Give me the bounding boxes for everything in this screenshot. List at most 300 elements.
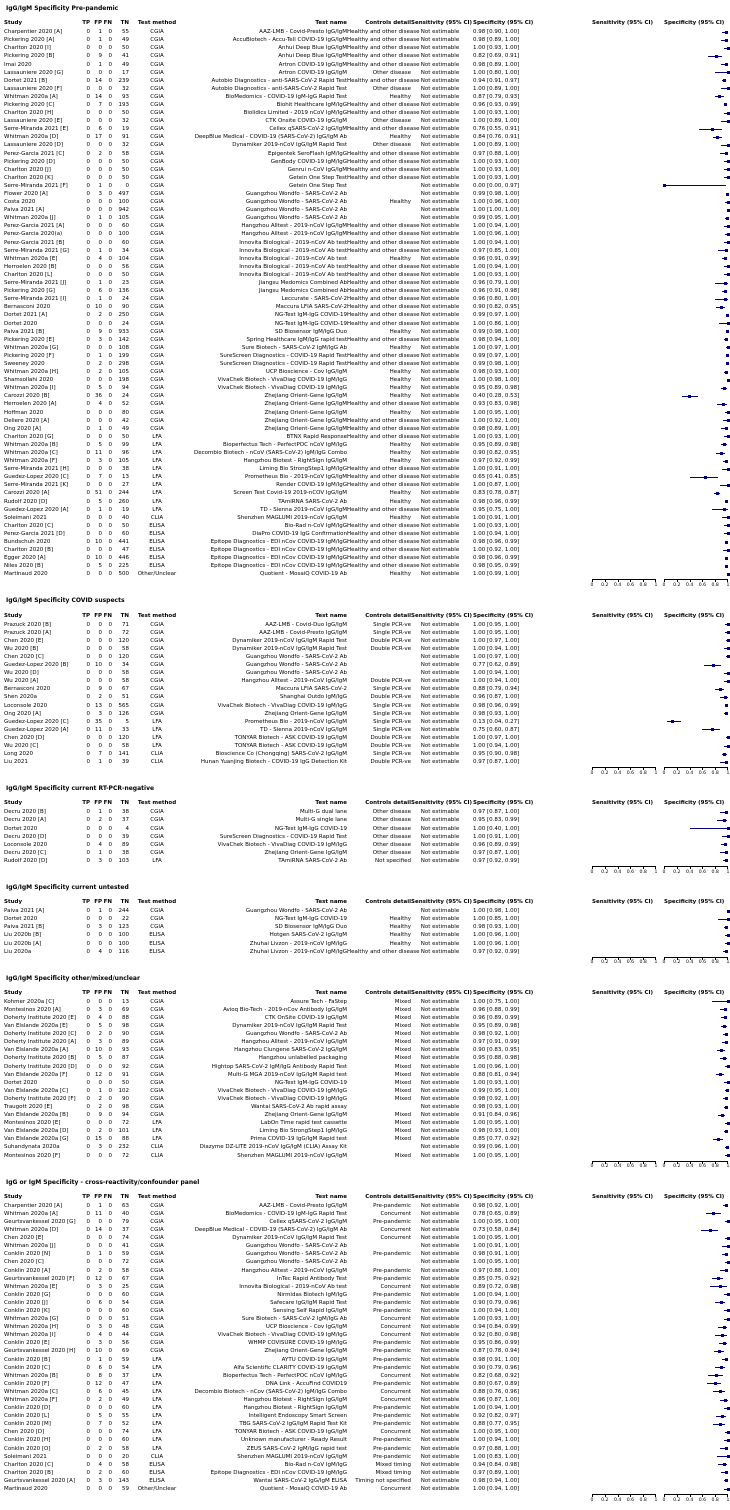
fp-value: 0	[98, 621, 102, 628]
study-id: Whitman 2020a [C]	[4, 1388, 58, 1395]
tp-value: 0	[86, 288, 90, 295]
test-name: Artron COVID-19 IgG/IgM	[278, 61, 347, 68]
col-controls-detail: Controls detail	[365, 800, 411, 807]
sensitivity-ci: Not estimable	[420, 908, 460, 915]
test-name: Hotgen SARS-CoV-2 IgG/IgM	[269, 932, 347, 939]
test-name: Zhejiang Orient-Gene IgG/IgM	[264, 409, 347, 416]
test-name: TONYAR Biotech - ASK COVID-19 IgG/IgM	[234, 1429, 347, 1436]
controls-detail: Pre-pandemic	[373, 1218, 411, 1225]
study-row	[4, 1315, 730, 1323]
specificity-ci: 1.00 [0.85, 1.00]	[473, 916, 520, 923]
fn-value: 0	[108, 393, 112, 400]
point-estimate-marker	[725, 500, 728, 503]
study-id: Conklin 2020 [N]	[4, 1251, 51, 1258]
test-name: Hangzhou Biotest - RightSign IgG/IgM	[243, 458, 347, 465]
test-name: Decombio Biotech - nCoV (SARS-CoV-2) IgM/IgG Combo	[194, 450, 347, 457]
controls-detail: Pre-pandemic	[373, 1340, 411, 1347]
tp-value: 0	[86, 841, 90, 848]
point-estimate-marker	[725, 63, 728, 66]
specificity-forest-cell	[664, 1071, 728, 1079]
tn-value: 39	[122, 833, 129, 840]
fp-value: 0	[98, 1429, 102, 1436]
test-method: CGIA	[150, 1063, 164, 1070]
test-method: LFA	[152, 482, 162, 489]
specificity-ci: 1.00 [1.00, 1.00]	[473, 207, 520, 214]
specificity-forest-cell	[664, 857, 728, 865]
axis-tick-label: 0.6	[626, 770, 635, 776]
fn-value: 0	[108, 490, 112, 497]
test-method: CGIA	[150, 174, 164, 181]
sensitivity-ci: Not estimable	[420, 450, 460, 457]
point-estimate-marker	[727, 1154, 730, 1157]
controls-detail: Pre-pandemic	[373, 1453, 411, 1460]
controls-detail: Healthy and other disease	[347, 61, 420, 68]
point-estimate-marker	[727, 160, 730, 163]
axis-tick-label: 1	[726, 582, 730, 588]
controls-detail: Concurrent	[380, 1235, 411, 1242]
section-rows	[4, 907, 730, 956]
specificity-forest-cell	[664, 44, 728, 52]
test-method: CGIA	[150, 1299, 164, 1306]
sensitivity-ci: Not estimable	[420, 29, 460, 36]
col-fn: FN	[103, 800, 112, 807]
fp-value: 0	[98, 522, 102, 529]
tn-value: 42	[122, 417, 129, 424]
tp-value: 0	[86, 817, 90, 824]
test-method: CGIA	[150, 328, 164, 335]
fp-value: 11	[95, 1210, 102, 1217]
specificity-ci: 1.00 [0.40, 1.00]	[473, 825, 520, 832]
axis-tick-label: 0.8	[711, 960, 719, 966]
test-name: VivaChek Biotech - VivaDiag COVID-19 IgM/IgG	[217, 841, 347, 848]
fp-value: 0	[98, 118, 102, 125]
study-id: Serre-Miranda 2021 [K]	[4, 482, 69, 489]
specificity-forest-cell	[664, 1119, 728, 1127]
fn-value: 0	[108, 336, 112, 343]
tn-value: 47	[122, 547, 129, 554]
sensitivity-ci: Not estimable	[420, 231, 460, 238]
point-estimate-marker	[727, 225, 730, 228]
sensitivity-ci: Not estimable	[420, 522, 460, 529]
sensitivity-ci: Not estimable	[420, 563, 460, 570]
tp-value: 0	[86, 1227, 90, 1234]
point-estimate-marker	[719, 688, 722, 691]
study-row	[4, 693, 730, 701]
specificity-ci: 0.92 [0.80, 0.98]	[473, 1332, 520, 1339]
fn-value: 0	[108, 924, 112, 931]
study-id: Kohmer 2020a [C]	[4, 998, 55, 1005]
fn-value: 0	[108, 734, 112, 741]
sensitivity-forest-cell	[592, 1485, 656, 1493]
specificity-forest-cell	[664, 1372, 728, 1380]
specificity-ci: 0.99 [0.97, 1.00]	[473, 312, 520, 319]
study-row	[4, 677, 730, 685]
sensitivity-forest-cell	[592, 376, 656, 384]
tn-value: 54	[122, 1364, 129, 1371]
section-title: IgG/IgM Specificity current untested	[6, 884, 129, 891]
study-id: Herroelen 2020 [B]	[4, 263, 57, 270]
sensitivity-ci: Not estimable	[420, 1071, 460, 1078]
tn-value: 56	[122, 263, 129, 270]
specificity-ci: 1.00 [0.94, 1.00]	[473, 223, 520, 230]
study-id: Prazuck 2020 [A]	[4, 629, 51, 636]
specificity-ci: 1.00 [0.93, 1.00]	[473, 166, 520, 173]
tp-value: 0	[86, 1275, 90, 1282]
col-study: Study	[4, 800, 23, 807]
tp-value: 0	[86, 320, 90, 327]
tn-value: 60	[122, 1405, 129, 1412]
axis-tick-label: 0.4	[685, 1497, 694, 1503]
fp-value: 0	[98, 1307, 102, 1314]
sensitivity-ci: Not estimable	[420, 1014, 460, 1021]
fp-value: 12	[95, 1071, 102, 1078]
controls-detail: Pre-pandemic	[373, 1364, 411, 1371]
sensitivity-forest-cell	[592, 554, 656, 562]
study-id: Carozzi 2020 [A]	[4, 490, 50, 497]
sensitivity-ci: Not estimable	[420, 498, 460, 505]
study-row	[4, 841, 730, 849]
axis-tick-label: 0.4	[685, 1164, 694, 1170]
test-method: ELISA	[149, 1469, 165, 1476]
tn-value: 63	[122, 1202, 129, 1209]
test-name: Render COVID-19 IgM/IgG	[276, 482, 347, 489]
study-row	[4, 1347, 730, 1355]
fn-value: 0	[108, 1136, 112, 1143]
specificity-ci: 0.95 [0.89, 0.98]	[473, 441, 520, 448]
study-row	[4, 481, 730, 489]
sensitivity-ci: Not estimable	[420, 571, 460, 578]
point-estimate-marker	[723, 1326, 726, 1329]
study-row	[4, 36, 730, 44]
sensitivity-forest-cell	[592, 653, 656, 661]
fn-value: 0	[108, 621, 112, 628]
fp-value: 1	[98, 215, 102, 222]
axis-tick-label: 0	[590, 960, 594, 966]
controls-detail: Healthy	[389, 498, 411, 505]
test-name: Hangzhou Alltest - 2019-nCoV IgG/IgM	[241, 223, 347, 230]
fp-value: 5	[98, 498, 102, 505]
specificity-forest-cell	[664, 645, 728, 653]
specificity-ci: 1.00 [0.94, 1.00]	[473, 530, 520, 537]
fn-value: 0	[108, 571, 112, 578]
study-row	[4, 206, 730, 214]
study-id: Imai 2020	[4, 61, 32, 68]
sensitivity-forest-cell	[592, 758, 656, 766]
tn-value: 565	[118, 702, 129, 709]
sensitivity-forest-cell	[592, 1356, 656, 1364]
tn-value: 942	[118, 207, 129, 214]
point-estimate-marker	[712, 1212, 715, 1215]
sensitivity-ci: Not estimable	[420, 1324, 460, 1331]
fp-value: 11	[95, 450, 102, 457]
tp-value: 0	[86, 1243, 90, 1250]
test-method: LFA	[152, 734, 162, 741]
study-id: Conklin 2020 [K]	[4, 1307, 50, 1314]
controls-detail: Other disease	[372, 142, 411, 149]
specificity-ci: 0.98 [0.96, 0.99]	[473, 555, 520, 562]
tn-value: 56	[122, 1340, 129, 1347]
test-name: Hangzhou Alltest - 2019-nCoV IgG/IgM	[241, 678, 347, 685]
point-estimate-marker	[727, 209, 730, 212]
controls-detail: Healthy and other disease	[347, 37, 420, 44]
controls-detail: Healthy and other disease	[347, 312, 420, 319]
test-method: LFA	[152, 718, 162, 725]
specificity-ci: 0.84 [0.76, 0.91]	[473, 134, 520, 141]
test-name: Bio-Rad n-CoV IgM/IgG	[284, 522, 347, 529]
fn-value: 0	[108, 1324, 112, 1331]
sensitivity-ci: Not estimable	[420, 53, 460, 60]
specificity-ci: 0.96 [0.88, 0.99]	[473, 1006, 520, 1013]
test-name: Cellex qSARS-CoV-2 IgG/IgM	[269, 1218, 347, 1225]
tp-value: 0	[86, 1477, 90, 1484]
tn-value: 90	[122, 1095, 129, 1102]
col-plot-sensitivity: Sensitivity (95% CI)	[592, 989, 654, 996]
fp-value: 5	[98, 563, 102, 570]
sensitivity-forest-cell	[592, 1412, 656, 1420]
study-id: Whitman 2020a [F]	[4, 1397, 58, 1404]
controls-detail: Pre-pandemic	[373, 1299, 411, 1306]
tp-value: 0	[86, 101, 90, 108]
controls-detail: Healthy and other disease	[347, 53, 420, 60]
specificity-forest-cell	[664, 1315, 728, 1323]
tp-value: 0	[86, 433, 90, 440]
study-id: Bundschuh 2020	[4, 539, 51, 546]
test-method: CGIA	[150, 93, 164, 100]
col-plot-sensitivity: Sensitivity (95% CI)	[592, 899, 654, 906]
study-row	[4, 1283, 730, 1291]
tn-value: 105	[118, 458, 129, 465]
point-estimate-marker	[725, 1471, 728, 1474]
test-name: DeepBlue Medical - COVID-19 (SARS-CoV-2) IgG/IgM Ab	[194, 1227, 347, 1234]
fn-value: 0	[108, 450, 112, 457]
tp-value: 0	[86, 474, 90, 481]
study-id: Guedez-Lopez 2020 [B]	[4, 662, 69, 669]
test-name: Innovita Biological - 2019-nCoV Ab test	[239, 1283, 347, 1290]
specificity-forest-cell	[664, 1380, 728, 1388]
sensitivity-x-axis	[592, 866, 656, 878]
analysis-section	[4, 5, 730, 591]
controls-detail: Mixed	[394, 1063, 411, 1070]
test-method: CGIA	[150, 1202, 164, 1209]
fp-value: 0	[98, 1437, 102, 1444]
point-estimate-marker	[714, 1382, 717, 1385]
study-id: Rudolf 2020 [D]	[4, 498, 48, 505]
tp-value: 0	[86, 377, 90, 384]
specificity-ci: 0.97 [0.89, 1.00]	[473, 1469, 520, 1476]
controls-detail: Single PCR-ve	[373, 629, 411, 636]
col-controls-detail: Controls detail	[365, 612, 411, 619]
specificity-forest-cell	[664, 36, 728, 44]
tp-value: 0	[86, 1421, 90, 1428]
tp-value: 0	[86, 1104, 90, 1111]
study-id: Whitman 2020a [D]	[4, 134, 59, 141]
tp-value: 0	[86, 29, 90, 36]
col-fp: FP	[94, 612, 102, 619]
specificity-ci: 1.00 [0.94, 1.00]	[473, 263, 520, 270]
tn-value: 23	[122, 280, 129, 287]
tp-value: 0	[86, 458, 90, 465]
specificity-ci: 0.90 [0.79, 0.96]	[473, 1364, 520, 1371]
tp-value: 0	[86, 1380, 90, 1387]
study-id: Conklin 2020 [G]	[4, 1291, 51, 1298]
study-id: Ong 2020 [A]	[4, 425, 41, 432]
tp-value: 0	[86, 110, 90, 117]
tp-value: 0	[86, 85, 90, 92]
tp-value: 0	[86, 239, 90, 246]
study-row	[4, 1046, 730, 1054]
specificity-ci: 1.00 [0.97, 1.00]	[473, 637, 520, 644]
tp-value: 0	[86, 1372, 90, 1379]
sensitivity-forest-cell	[592, 344, 656, 352]
fp-value: 3	[98, 857, 102, 864]
tn-value: 38	[122, 809, 129, 816]
specificity-forest-cell	[664, 1428, 728, 1436]
sensitivity-ci: Not estimable	[420, 1144, 460, 1151]
fp-value: 12	[95, 1275, 102, 1282]
axis-tick-label: 0.4	[685, 582, 694, 588]
study-row	[4, 1038, 730, 1046]
col-test-name: Test name	[315, 20, 347, 27]
fp-value: 2	[98, 1397, 102, 1404]
fp-value: 0	[98, 1235, 102, 1242]
sensitivity-ci: Not estimable	[420, 1031, 460, 1038]
axis-tick-label: 0.2	[673, 1497, 681, 1503]
fn-value: 0	[108, 223, 112, 230]
study-row	[4, 255, 730, 263]
fn-value: 0	[108, 563, 112, 570]
test-name: SD Biosensor IgM/IgG Duo	[274, 328, 347, 335]
col-study: Study	[4, 1193, 23, 1200]
sensitivity-ci: Not estimable	[420, 1477, 460, 1484]
study-id: Pickering 2020 [D]	[4, 158, 55, 165]
sensitivity-forest-cell	[592, 69, 656, 77]
axis-tick-label: 0.8	[639, 770, 647, 776]
controls-detail: Double PCR-ve	[370, 694, 411, 701]
specificity-ci: 1.00 [0.93, 1.00]	[473, 110, 520, 117]
tp-value: 0	[86, 1031, 90, 1038]
fn-value: 0	[108, 255, 112, 262]
sensitivity-ci: Not estimable	[420, 239, 460, 246]
test-name: DNA Link - AccuFind COVID19	[265, 1380, 347, 1387]
study-row	[4, 702, 730, 710]
fp-value: 2	[98, 1104, 102, 1111]
fp-value: 10	[95, 304, 102, 311]
specificity-forest-cell	[664, 1404, 728, 1412]
sensitivity-forest-cell	[592, 1445, 656, 1453]
tp-value: 0	[86, 344, 90, 351]
tn-value: 60	[122, 1307, 129, 1314]
study-id: Liu 2020b [A]	[4, 940, 42, 947]
point-estimate-marker	[727, 201, 730, 204]
sensitivity-forest-cell	[592, 101, 656, 109]
specificity-forest-cell	[664, 710, 728, 718]
point-estimate-marker	[720, 1301, 723, 1304]
controls-detail: Healthy and other disease	[347, 110, 420, 117]
test-method: CGIA	[150, 231, 164, 238]
study-id: Conklin 2020 [A]	[4, 1267, 50, 1274]
test-method: LFA	[152, 1372, 162, 1379]
point-estimate-marker	[727, 623, 730, 626]
fp-value: 0	[98, 69, 102, 76]
tp-value: 0	[86, 182, 90, 189]
fn-value: 0	[108, 1437, 112, 1444]
tn-value: 41	[122, 53, 129, 60]
specificity-forest-cell	[664, 376, 728, 384]
col-fp: FP	[94, 800, 102, 807]
study-row	[4, 141, 730, 149]
study-id: Charpentier 2020 [A]	[4, 1202, 63, 1209]
fp-value: 1	[98, 1251, 102, 1258]
fp-value: 15	[95, 1136, 102, 1143]
test-method: CGIA	[150, 841, 164, 848]
fn-value: 0	[108, 401, 112, 408]
tp-value: 0	[86, 352, 90, 359]
specificity-forest-cell	[664, 833, 728, 841]
fn-value: 0	[108, 1469, 112, 1476]
specificity-forest-cell	[664, 1234, 728, 1242]
test-name: Hangzhou Alltest - 2019-nCoV IgG/IgM	[241, 1039, 347, 1046]
specificity-ci: 1.00 [0.95, 1.00]	[473, 1152, 520, 1159]
point-estimate-marker	[725, 152, 728, 155]
specificity-ci: 1.00 [0.97, 1.00]	[473, 653, 520, 660]
tn-value: 60	[122, 530, 129, 537]
controls-detail: Healthy and other disease	[347, 360, 420, 367]
fp-value: 0	[98, 1218, 102, 1225]
point-estimate-marker	[727, 736, 730, 739]
fp-value: 2	[98, 360, 102, 367]
sensitivity-ci: Not estimable	[420, 1243, 460, 1250]
axis-tick-label: 0.6	[626, 869, 635, 875]
study-row	[4, 710, 730, 718]
point-estimate-marker	[727, 435, 730, 438]
tn-value: 225	[118, 563, 129, 570]
study-row	[4, 1071, 730, 1079]
fn-value: 0	[108, 686, 112, 693]
specificity-forest-cell	[664, 1485, 728, 1493]
specificity-forest-cell	[664, 1445, 728, 1453]
specificity-ci: 0.98 [0.96, 0.99]	[473, 498, 520, 505]
col-test-name: Test name	[315, 612, 347, 619]
fn-value: 0	[108, 1104, 112, 1111]
sensitivity-forest-cell	[592, 239, 656, 247]
fn-value: 0	[108, 45, 112, 52]
study-row	[4, 392, 730, 400]
specificity-forest-cell	[664, 677, 728, 685]
specificity-ci: 1.00 [0.91, 1.00]	[473, 833, 520, 840]
tn-value: 0	[125, 182, 129, 189]
specificity-ci: 0.88 [0.77, 0.95]	[473, 1421, 520, 1428]
tp-value: 0	[86, 670, 90, 677]
sensitivity-forest-cell	[592, 1372, 656, 1380]
ci-whisker	[664, 185, 726, 186]
fn-value: 0	[108, 1259, 112, 1266]
specificity-ci: 1.00 [0.96, 1.00]	[473, 940, 520, 947]
tn-value: 232	[118, 1144, 129, 1151]
tn-value: 32	[122, 118, 129, 125]
point-estimate-marker	[727, 934, 730, 937]
study-id: Charlton 2020 [C]	[4, 522, 54, 529]
tn-value: 37	[122, 1227, 129, 1234]
sensitivity-ci: Not estimable	[420, 1259, 460, 1266]
test-name: AccuBiotech - Accu-Tell COVID-19 IgG/IgM	[232, 37, 347, 44]
tn-value: 108	[118, 344, 129, 351]
test-name: NG-Test IgM-IgG COVID-19	[274, 916, 347, 923]
specificity-forest-cell	[664, 28, 728, 36]
specificity-forest-cell	[664, 400, 728, 408]
tn-value: 90	[122, 1031, 129, 1038]
tp-value: 0	[86, 417, 90, 424]
tn-value: 40	[122, 1210, 129, 1217]
